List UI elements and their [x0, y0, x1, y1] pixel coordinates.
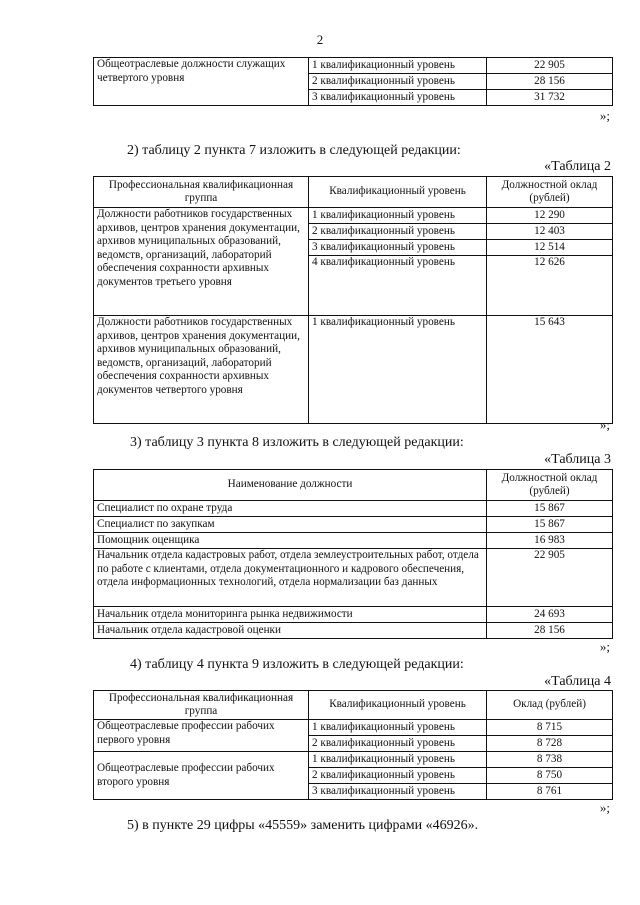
header-salary: Должностной оклад (рублей) — [487, 177, 613, 208]
paragraph-3: 3) таблицу 3 пункта 8 изложить в следующей редакции: — [130, 435, 464, 450]
top-table — [93, 57, 613, 106]
position-cell: Специалист по охране труда — [94, 501, 487, 517]
level-cell: 4 квалификационный уровень — [309, 256, 487, 316]
header-group: Профессиональная квалификационная группа — [94, 691, 309, 720]
table-4-caption: «Таблица 4 — [544, 674, 611, 689]
level-cell: 2 квалификационный уровень — [309, 768, 487, 784]
paragraph-2: 2) таблицу 2 пункта 7 изложить в следующей редакции: — [127, 143, 461, 158]
salary-cell: 8 738 — [487, 752, 613, 768]
closing-quote: »; — [599, 639, 610, 654]
level-cell: 3 квалификационный уровень — [309, 90, 487, 106]
closing-quote: »; — [599, 108, 610, 123]
group-cell: Должности работников государственных архивов, центров хранения документации, архивов муниципальных образований, ведомств, организаций, лабораторий обеспечения сохранности архивных документов четвертого уровня — [94, 316, 309, 424]
level-cell: 2 квалификационный уровень — [309, 224, 487, 240]
closing-quote: »; — [599, 417, 610, 432]
header-group: Профессиональная квалификационная группа — [94, 177, 309, 208]
group-cell: Должности работников государственных архивов, центров хранения документации, архивов муниципальных образований, ведомств, организаций, лабораторий обеспечения сохранности архивных документов третьего уровня — [94, 208, 309, 316]
header-level: Квалификационный уровень — [309, 177, 487, 208]
level-cell: 1 квалификационный уровень — [309, 208, 487, 224]
salary-cell: 28 156 — [487, 623, 613, 639]
position-cell: Начальник отдела кадастровых работ, отдела землеустроительных работ, отдела по работе с клиентами, отдела документационного и кадрового обеспечения, отдела информационных технологий, отдела нормализации баз данных — [94, 549, 487, 607]
position-cell: Специалист по закупкам — [94, 517, 487, 533]
table-3 — [93, 469, 613, 639]
salary-cell: 8 761 — [487, 784, 613, 800]
salary-cell: 12 403 — [487, 224, 613, 240]
position-cell: Начальник отдела кадастровой оценки — [94, 623, 487, 639]
salary-cell: 15 643 — [487, 316, 613, 424]
table-4 — [93, 690, 613, 800]
level-cell: 2 квалификационный уровень — [309, 736, 487, 752]
table-2 — [93, 176, 613, 424]
level-cell: 1 квалификационный уровень — [309, 720, 487, 736]
level-cell: 3 квалификационный уровень — [309, 784, 487, 800]
level-cell: 2 квалификационный уровень — [309, 74, 487, 90]
paragraph-5: 5) в пункте 29 цифры «45559» заменить цифрами «46926». — [127, 818, 479, 833]
header-salary: Оклад (рублей) — [487, 691, 613, 720]
salary-cell: 12 626 — [487, 256, 613, 316]
position-cell: Начальник отдела мониторинга рынка недвижимости — [94, 607, 487, 623]
position-cell: Помощник оценщика — [94, 533, 487, 549]
salary-cell: 16 983 — [487, 533, 613, 549]
page-number: 2 — [316, 32, 324, 47]
table-3-caption: «Таблица 3 — [544, 452, 611, 467]
salary-cell: 31 732 — [487, 90, 613, 106]
level-cell: 1 квалификационный уровень — [309, 752, 487, 768]
salary-cell: 12 290 — [487, 208, 613, 224]
salary-cell: 15 867 — [487, 517, 613, 533]
salary-cell: 8 750 — [487, 768, 613, 784]
salary-cell: 22 905 — [487, 58, 613, 74]
level-cell: 3 квалификационный уровень — [309, 240, 487, 256]
group-cell: Общеотраслевые профессии рабочих первого уровня — [94, 720, 309, 752]
salary-cell: 22 905 — [487, 549, 613, 607]
closing-quote: »; — [599, 800, 610, 815]
header-salary: Должностной оклад (рублей) — [487, 470, 613, 501]
group-cell: Общеотраслевые профессии рабочих второго уровня — [94, 752, 309, 800]
salary-cell: 12 514 — [487, 240, 613, 256]
header-position: Наименование должности — [94, 470, 487, 501]
group-cell: Общеотраслевые должности служащих четвертого уровня — [94, 58, 309, 106]
header-level: Квалификационный уровень — [309, 691, 487, 720]
salary-cell: 28 156 — [487, 74, 613, 90]
level-cell: 1 квалификационный уровень — [309, 58, 487, 74]
table-2-caption: «Таблица 2 — [544, 159, 611, 174]
level-cell: 1 квалификационный уровень — [309, 316, 487, 424]
salary-cell: 24 693 — [487, 607, 613, 623]
salary-cell: 8 715 — [487, 720, 613, 736]
paragraph-4: 4) таблицу 4 пункта 9 изложить в следующей редакции: — [130, 657, 464, 672]
salary-cell: 15 867 — [487, 501, 613, 517]
salary-cell: 8 728 — [487, 736, 613, 752]
